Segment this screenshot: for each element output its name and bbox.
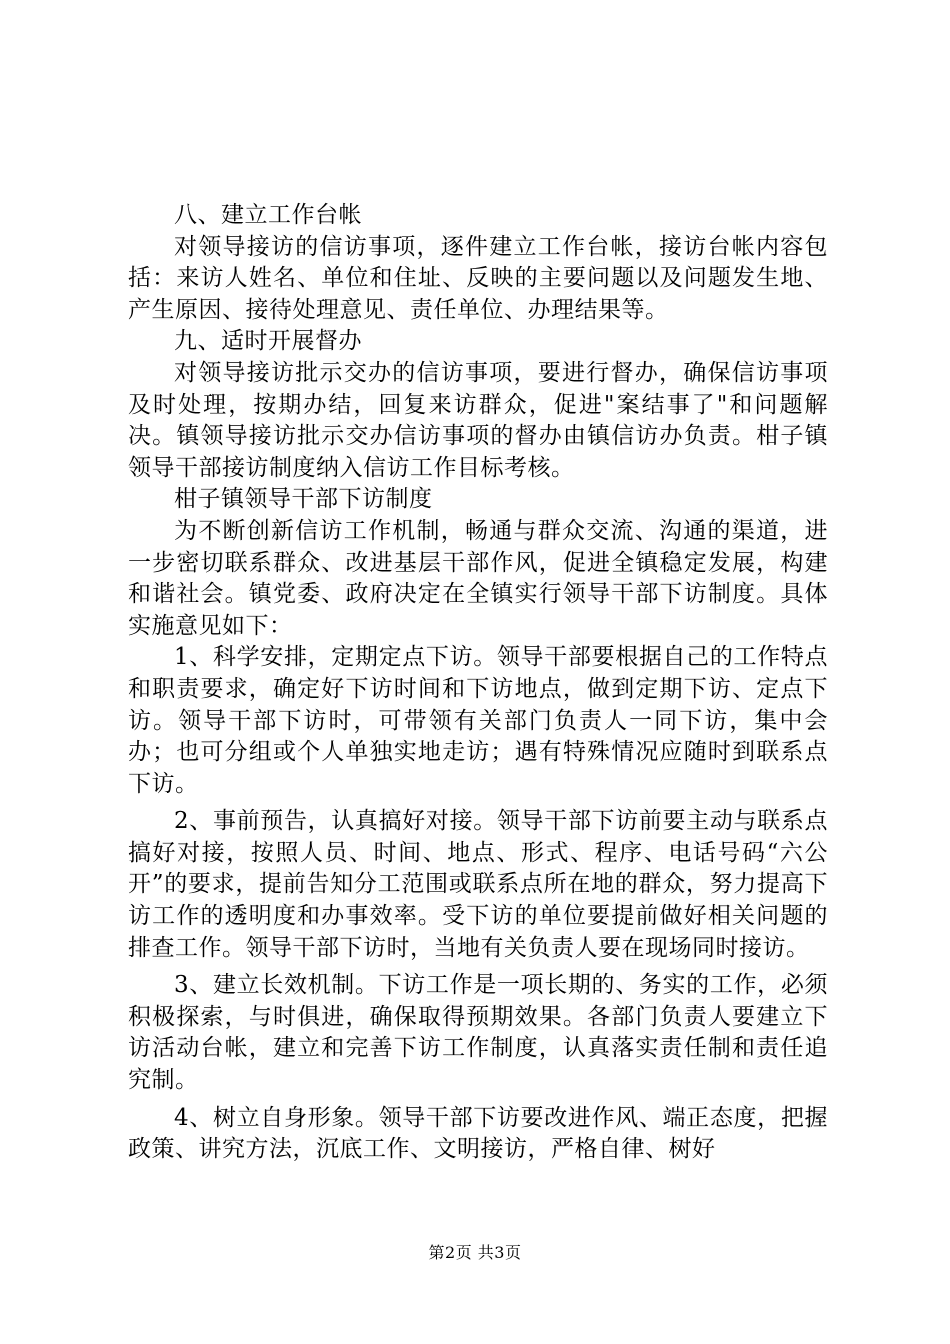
paragraph-item-1: 1、科学安排，定期定点下访。领导干部要根据自己的工作特点和职责要求，确定好下访时间和下访地点，做到定期下访、定点下访。领导干部下访时，可带领有关部门负责人一同下访，集中会办；也可分组或个人单独实地走访；遇有特殊情况应随时到联系点下访。: [128, 644, 828, 797]
section-heading-9: 九、适时开展督办: [174, 328, 362, 355]
paragraph-supervision: 对领导接访批示交办的信访事项，要进行督办，确保信访事项及时处理，按期办结，回复来访群众，促进"案结事了"和问题解决。镇领导接访批示交办信访事项的督办由镇信访办负责。柑子镇领导干部接访制度纳入信访工作目标考核。: [128, 359, 828, 481]
paragraph-item-2: 2、事前预告，认真搞好对接。领导干部下访前要主动与联系点搞好对接，按照人员、时间、地点、形式、程序、电话号码“六公开”的要求，提前告知分工范围或联系点所在地的群众，努力提高下访工作的透明度和办事效率。受下访的单位要提前做好相关问题的排查工作。领导干部下访时，当地有关负责人要在现场同时接访。: [128, 808, 828, 961]
section-heading-8: 八、建立工作台帐: [174, 202, 362, 228]
paragraph-item-4: 4、树立自身形象。领导干部下访要改进作风、端正态度，把握政策、讲究方法，沉底工作、文明接访，严格自律、树好: [128, 1104, 828, 1163]
paragraph-item-3: 3、建立长效机制。下访工作是一项长期的、务实的工作，必须积极探索，与时俱进，确保取得预期效果。各部门负责人要建立下访活动台帐，建立和完善下访工作制度，认真落实责任制和责任追究制。: [128, 972, 828, 1094]
document-body: [128, 200, 828, 1166]
page-number-footer: 第2页 共3页: [428, 1243, 522, 1262]
paragraph-ledger: 对领导接访的信访事项，逐件建立工作台帐，接访台帐内容包括：来访人姓名、单位和住址、反映的主要问题以及问题发生地、产生原因、接待处理意见、责任单位、办理结果等。: [128, 233, 828, 323]
document-subtitle: 柑子镇领导干部下访制度: [174, 486, 433, 513]
paragraph-intro: 为不断创新信访工作机制，畅通与群众交流、沟通的渠道，进一步密切联系群众、改进基层干部作风，促进全镇稳定发展，构建和谐社会。镇党委、政府决定在全镇实行领导干部下访制度。具体实施意见如下：: [128, 517, 828, 639]
